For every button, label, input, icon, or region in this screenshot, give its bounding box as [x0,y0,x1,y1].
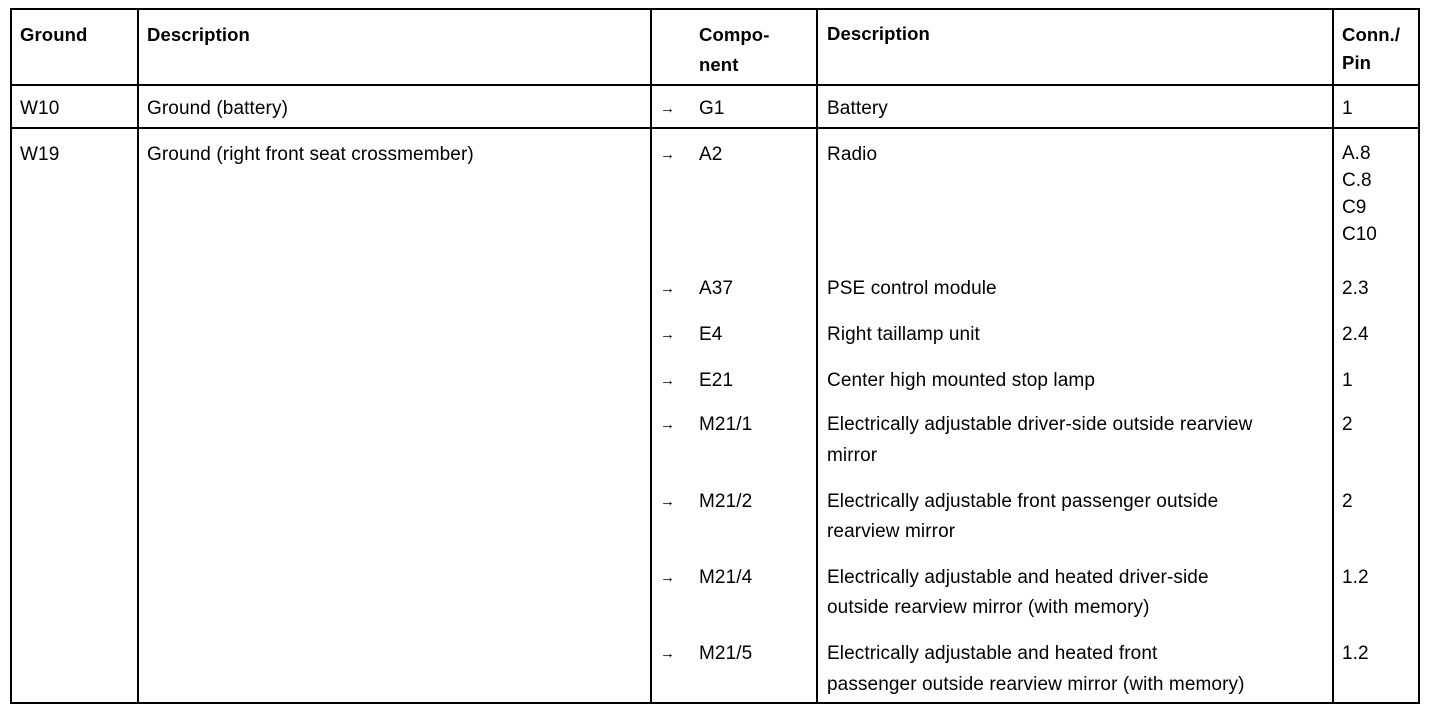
component-description: PSE control module [827,278,997,299]
column-divider [650,10,652,702]
component-description-line: Electrically adjustable driver-side outside rearview [827,414,1253,435]
conn-pin: 2.4 [1342,324,1369,345]
conn-pin: C10 [1342,224,1377,245]
arrow-icon: → [660,645,675,662]
header-component-line1: Compo- [699,24,770,45]
row-divider [12,84,1418,86]
conn-pin: A.8 [1342,143,1371,164]
arrow-icon: → [660,326,675,343]
arrow-icon: → [660,569,675,586]
component-id: A2 [699,144,723,165]
component-id: E21 [699,370,734,391]
component-description-line: rearview mirror [827,521,956,542]
conn-pin: 1 [1342,98,1353,119]
conn-pin: 2 [1342,414,1353,435]
conn-pin: 2 [1342,491,1353,512]
component-id: M21/1 [699,414,753,435]
ground-id: W19 [20,144,60,165]
component-description-line: outside rearview mirror (with memory) [827,597,1150,618]
column-divider [1332,10,1334,702]
component-description-line: passenger outside rearview mirror (with memory) [827,674,1245,695]
component-id: M21/2 [699,491,753,512]
column-divider [816,10,818,702]
header-description: Description [147,24,250,45]
header-conn-line2: Pin [1342,52,1372,73]
header-conn-line1: Conn./ [1342,24,1401,45]
conn-pin: 1.2 [1342,567,1369,588]
ground-distribution-table [10,8,1420,704]
conn-pin-list [1342,140,1377,248]
arrow-icon: → [660,416,675,433]
component-id: A37 [699,278,734,299]
component-description-line: mirror [827,445,878,466]
ground-description: Ground (battery) [147,98,288,119]
component-description: Radio [827,144,878,165]
conn-pin: 1 [1342,370,1353,391]
component-description-line: Electrically adjustable front passenger outside [827,491,1219,512]
column-divider [137,10,139,702]
arrow-icon: → [660,146,675,163]
conn-pin: 1.2 [1342,643,1369,664]
component-id: M21/5 [699,643,753,664]
arrow-icon: → [660,100,675,117]
row-divider [12,127,1418,129]
conn-pin: C.8 [1342,170,1372,191]
arrow-icon: → [660,372,675,389]
component-id: M21/4 [699,567,753,588]
conn-pin: C9 [1342,197,1367,218]
component-description: Right taillamp unit [827,324,980,345]
ground-id: W10 [20,98,60,119]
component-description-line: Electrically adjustable and heated driver-side [827,567,1209,588]
ground-description: Ground (right front seat crossmember) [147,144,474,165]
arrow-icon: → [660,493,675,510]
header-component-description: Description [827,23,930,44]
component-id: G1 [699,98,725,119]
arrow-icon: → [660,280,675,297]
component-description-line: Electrically adjustable and heated front [827,643,1158,664]
component-description: Center high mounted stop lamp [827,370,1095,391]
conn-pin: 2.3 [1342,278,1369,299]
header-ground: Ground [20,24,88,45]
component-id: E4 [699,324,723,345]
header-component-line2: nent [699,54,739,75]
component-description: Battery [827,98,888,119]
